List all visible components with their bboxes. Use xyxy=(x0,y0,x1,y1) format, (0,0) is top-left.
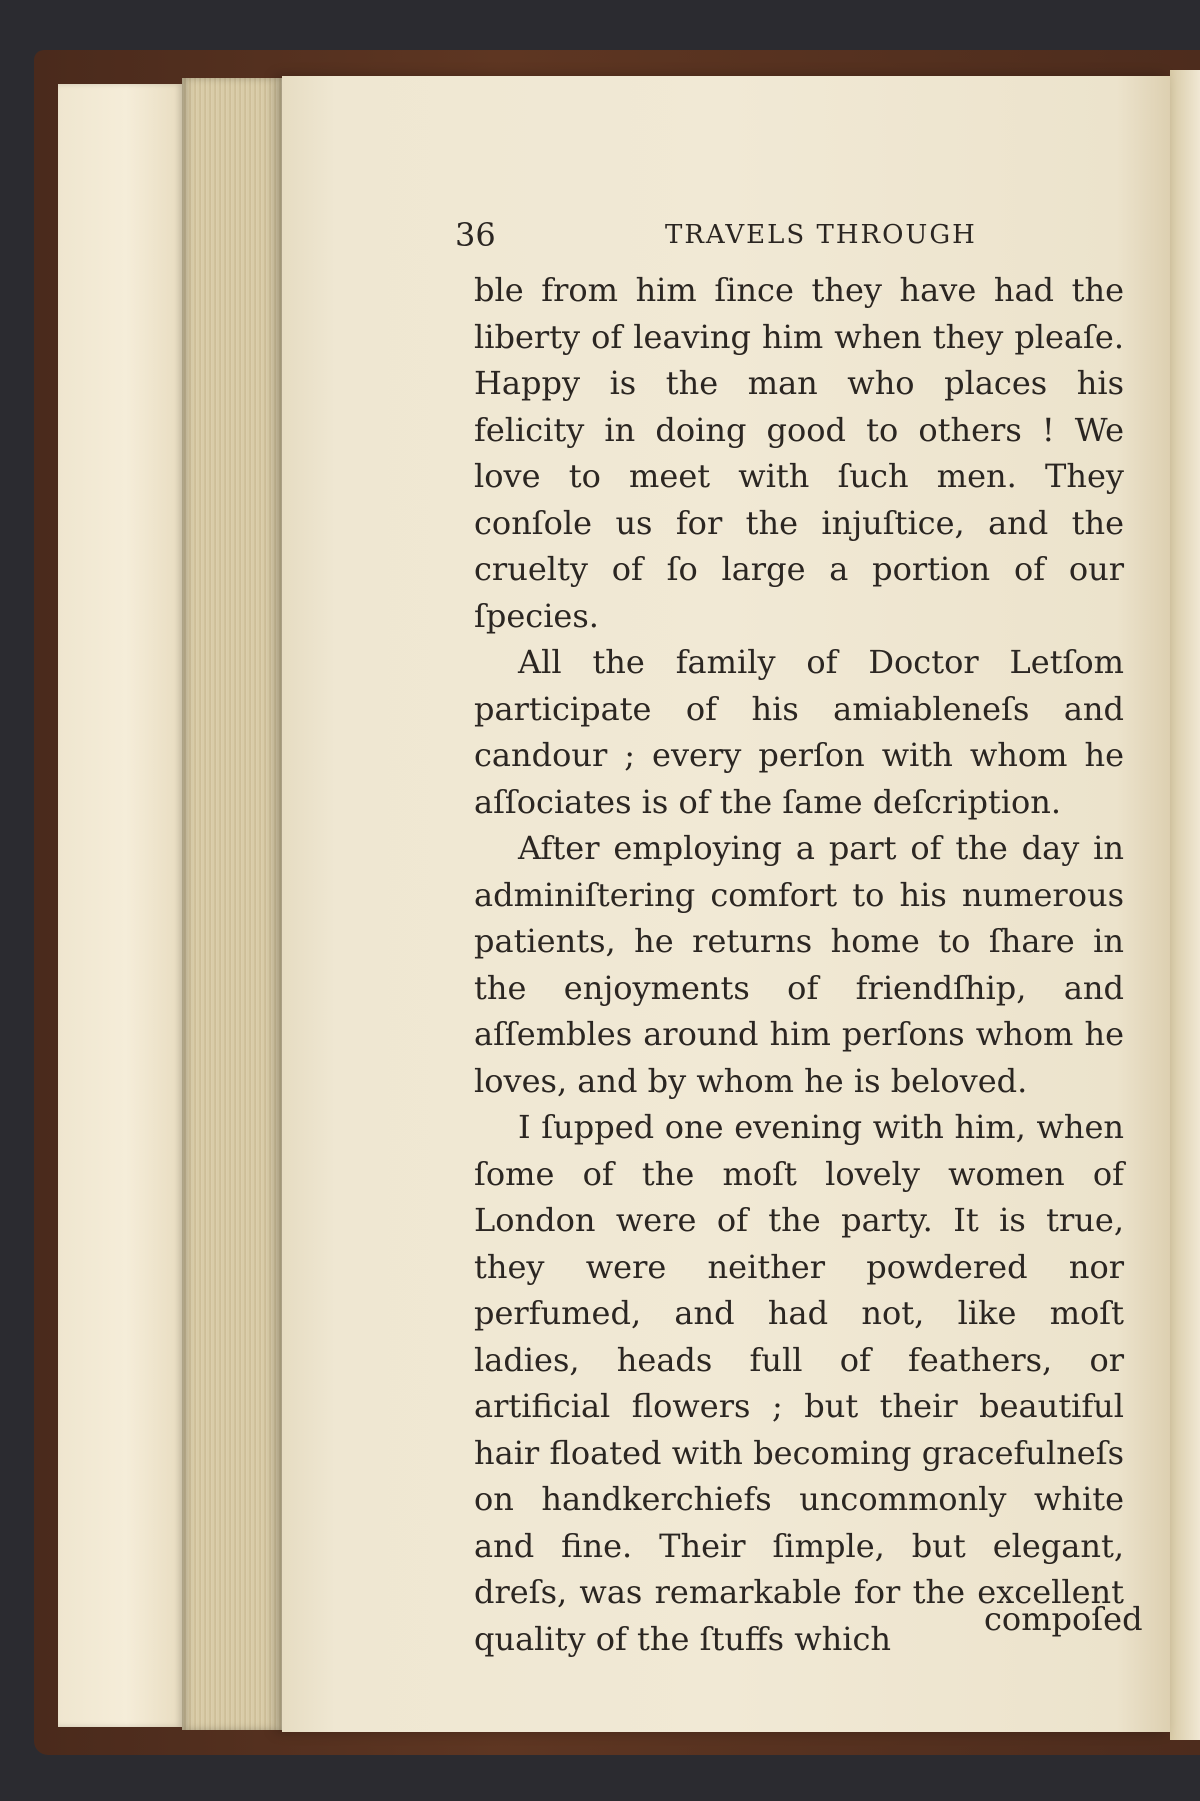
paragraph-4: I ſupped one evening with him, when ſome of the moſt lovely women of London were of the party. It is true, they were neither powdered nor perfumed, and had not, like moſt ladies, heads full of feathers, or artificial flowers ; but their beautiful hair floated with becoming gracefulneſs on handkerchiefs uncommonly white and fine. Their ſimple, but elegant, dreſs, was remarkable for the excellent quality of the ſtuffs which xyxy=(474,1108,1124,1658)
catchword: compoſed xyxy=(984,1600,1143,1638)
page-number: 36 xyxy=(455,216,496,254)
endpaper xyxy=(58,84,182,1727)
body-text xyxy=(474,267,1124,1662)
page-stack xyxy=(182,78,282,1730)
running-title: TRAVELS THROUGH xyxy=(665,220,977,250)
paragraph-2: All the family of Doctor Letſom participate of his amiableneſs and candour ; every perſon with whom he aſſociates is of the ſame deſcription. xyxy=(474,643,1124,821)
facing-page-edge xyxy=(1170,70,1200,1740)
paragraph-1: ble from him ſince they have had the liberty of leaving him when they pleaſe. Happy is the man who places his felicity in doing good to others ! We love to meet with ſuch men. They conſole us for the injuſtice, and the cruelty of ſo large a portion of our ſpecies. xyxy=(474,271,1124,635)
page-header xyxy=(455,216,1125,260)
paragraph-3: After employing a part of the day in adminiſtering comfort to his numerous patients, he returns home to ſhare in the enjoyments of friendſhip, and aſſembles around him perſons whom he loves, and by whom he is beloved. xyxy=(474,829,1124,1100)
